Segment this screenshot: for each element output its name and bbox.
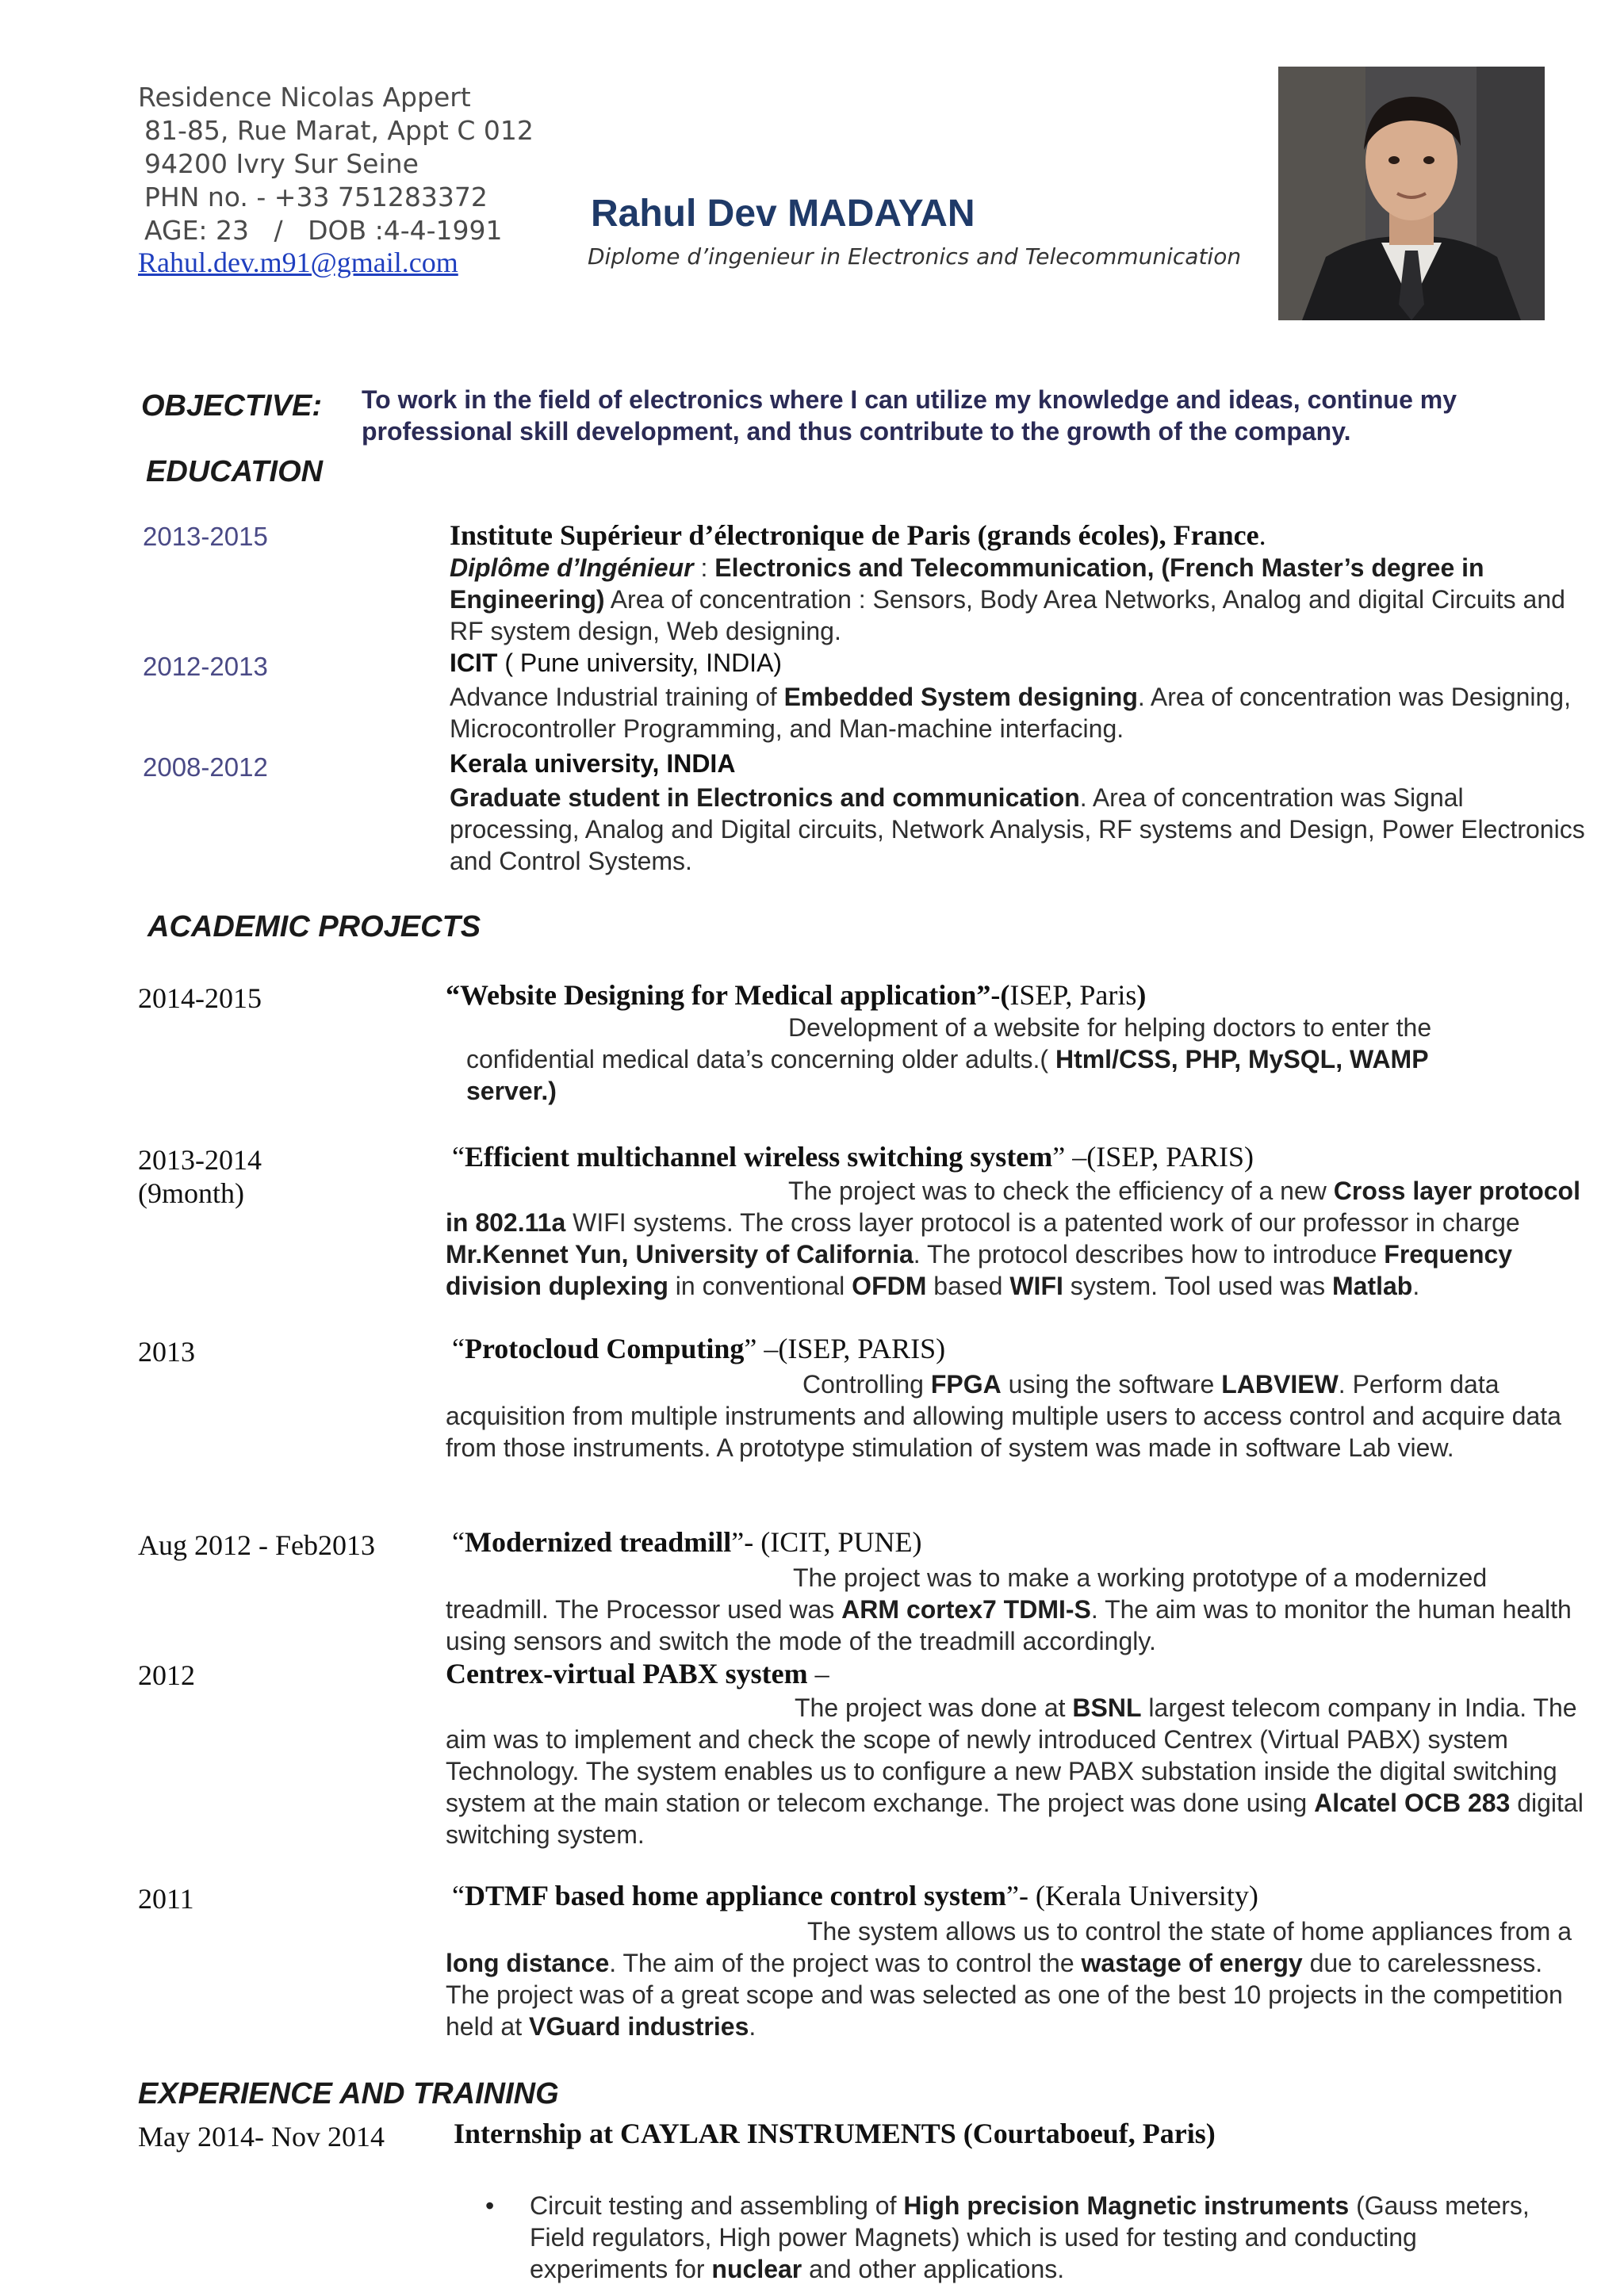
institution-location: ( Pune university, INDIA): [497, 649, 783, 677]
degree-title: Diplôme d’Ingénieur: [450, 553, 694, 582]
desc-text: WIFI systems. The cross layer protocol is a patented work of our professor in charge: [565, 1208, 1520, 1237]
profile-photo: [1278, 67, 1545, 320]
projects-heading: ACADEMIC PROJECTS: [147, 910, 481, 943]
project-desc: [446, 1915, 1588, 2042]
project-tech: server.): [466, 1077, 557, 1105]
address-line: 81-85, Rue Marat, Appt C 012: [144, 115, 534, 146]
address-line: 94200 Ivry Sur Seine: [144, 148, 419, 179]
project-years: 2014-2015: [138, 982, 262, 1014]
project-title: Efficient multichannel wireless switching system: [464, 1141, 1053, 1173]
project-title: Protocloud Computing: [464, 1333, 745, 1364]
desc-text: . The aim of the project was to control the: [609, 1949, 1082, 1977]
institution-name: Kerala university, INDIA: [450, 749, 736, 778]
education-years: 2012-2013: [143, 652, 268, 681]
objective-section: [141, 384, 1553, 447]
project-years: 2011: [138, 1883, 194, 1915]
project-item: [446, 1657, 1572, 1690]
desc-text: system. Tool used was: [1063, 1272, 1332, 1300]
objective-text: To work in the field of electronics where I can utilize my knowledge and ideas, continue my professional skill development, and thus contribute to the growth of the company.: [362, 385, 1457, 446]
project-org: ISEP, Paris: [1009, 979, 1137, 1011]
desc-text: .: [1412, 1272, 1420, 1300]
education-years: 2013-2015: [143, 522, 268, 551]
desc-bold: LABVIEW: [1221, 1370, 1339, 1399]
desc-bold: VGuard industries: [528, 2012, 749, 2041]
desc-text: . The protocol describes how to introduce: [913, 1240, 1385, 1269]
degree-separator: :: [693, 553, 715, 582]
desc-bold: FPGA: [930, 1370, 1002, 1399]
project-org: ” –(ISEP, PARIS): [744, 1333, 946, 1364]
desc-text: largest telecom company in India. The aim was to implement and check the scope of newly introduced Centrex (Virtual PABX) system Technology. The system enables us to configure a new PABX substation inside the digital switching system at the main station or telecom exchange. The project was done using: [446, 1693, 1577, 1817]
project-title: Modernized treadmill: [464, 1526, 732, 1558]
bullet-icon: •: [485, 2191, 495, 2220]
desc-text: and other applications.: [802, 2255, 1065, 2283]
project-org: ”- (Kerala University): [1005, 1880, 1258, 1911]
desc-bold: Mr.Kennet Yun, University of California: [446, 1240, 914, 1269]
desc-text: using the software: [1001, 1370, 1222, 1399]
desc-bold: Cross layer protocol in 802.11a: [446, 1177, 1580, 1237]
quote-mark: “: [452, 1880, 465, 1911]
project-item: [452, 1332, 1578, 1365]
experience-heading: EXPERIENCE AND TRAINING: [138, 2077, 559, 2110]
project-desc: [446, 1175, 1588, 1302]
desc-bold: nuclear: [711, 2255, 802, 2283]
quote-mark: “: [452, 1141, 465, 1173]
desc-bold: ARM cortex7 TDMI-S: [841, 1595, 1091, 1624]
education-years: 2008-2012: [143, 752, 268, 782]
desc-bold: OFDM: [852, 1272, 927, 1300]
degree-subtitle: Diplome d’ingenieur in Electronics and Telecommunication: [588, 243, 1242, 270]
institution-name: Institute Supérieur d’électronique de Paris (grands écoles), France: [450, 519, 1259, 551]
address-block: [138, 81, 582, 247]
desc-text: . Area of concentration was Designing, Microcontroller Programming, and Man-machine interfacing.: [450, 683, 1571, 743]
quote-mark: “: [452, 1526, 465, 1558]
desc-bold: long distance: [446, 1949, 610, 1977]
project-item: [452, 1879, 1578, 1912]
project-desc: [446, 1692, 1588, 1850]
project-title-end: ): [1136, 979, 1147, 1011]
degree-field: Electronics and Telecommunication, (French Master’s degree in Engineering): [450, 553, 1484, 614]
desc-text: in conventional: [668, 1272, 852, 1300]
project-title-end: –: [807, 1658, 829, 1689]
degree-details: Area of concentration : Sensors, Body Area Networks, Analog and digital Circuits and RF system design, Web designing.: [450, 585, 1565, 645]
desc-text: Controlling: [802, 1370, 931, 1399]
project-duration: (9month): [138, 1177, 244, 1209]
project-desc: confidential medical data’s concerning older adults.(: [466, 1045, 1055, 1073]
desc-text: based: [926, 1272, 1010, 1300]
candidate-name: Rahul Dev MADAYAN: [591, 193, 975, 235]
desc-text: The system allows us to control the state of home appliances from a: [807, 1917, 1572, 1946]
desc-text: The project was to check the efficiency of a new: [788, 1177, 1334, 1205]
desc-bold: Alcatel OCB 283: [1314, 1789, 1511, 1817]
person-photo-icon: [1278, 67, 1545, 320]
project-item: [446, 978, 1588, 1107]
desc-bold: Graduate student in Electronics and communication: [450, 783, 1080, 812]
education-item: [450, 519, 1591, 647]
experience-role: Internship at CAYLAR INSTRUMENTS (Courtaboeuf, Paris): [454, 2118, 1216, 2149]
desc-bold: wastage of energy: [1081, 1949, 1303, 1977]
desc-bold: WIFI: [1009, 1272, 1063, 1300]
desc-text: due to carelessness. The project was of a great scope and was selected as one of the best 10 projects in the competition held at: [446, 1949, 1563, 2041]
desc-text: .: [749, 2012, 756, 2041]
project-years: 2013: [138, 1336, 195, 1368]
desc-text: digital switching system.: [446, 1789, 1584, 1849]
desc-text: . Perform data acquisition from multiple instruments and allowing multiple users to access control and acquire data from those instruments. A prototype stimulation of system was made in software Lab view.: [446, 1370, 1561, 1462]
desc-text: The project was done at: [795, 1693, 1073, 1722]
project-title: “Website Designing for Medical application”-(: [446, 979, 1010, 1011]
address-line: Residence Nicolas Appert: [138, 82, 471, 113]
experience-title: [454, 2117, 1580, 2150]
desc-text: Circuit testing and assembling of: [530, 2191, 904, 2220]
desc-text: . The aim was to monitor the human health using sensors and switch the mode of the treadmill accordingly.: [446, 1595, 1572, 1655]
project-years: Aug 2012 - Feb2013: [138, 1529, 375, 1561]
experience-bullet-text: [530, 2190, 1537, 2285]
desc-text: Advance Industrial training of: [450, 683, 784, 711]
experience-dates: May 2014- Nov 2014: [138, 2121, 385, 2152]
project-years: 2013-2014: [138, 1144, 262, 1176]
project-org: ” –(ISEP, PARIS): [1052, 1141, 1254, 1173]
institution-end: .: [1258, 519, 1266, 551]
education-item: [450, 749, 1591, 877]
desc-text: The project was to make a working prototype of a modernized treadmill. The Processor used was: [446, 1563, 1488, 1624]
project-years: 2012: [138, 1659, 195, 1691]
education-heading: EDUCATION: [146, 455, 324, 488]
project-desc: Development of a website for helping doctors to enter the: [788, 1013, 1432, 1042]
desc-bold: Matlab: [1331, 1272, 1413, 1300]
project-tech: Html/CSS, PHP, MySQL, WAMP: [1055, 1045, 1429, 1073]
project-item: [452, 1525, 1578, 1559]
desc-bold: Embedded System designing: [783, 683, 1138, 711]
project-desc: [446, 1562, 1588, 1657]
education-item: [450, 649, 1591, 744]
desc-bold: BSNL: [1072, 1693, 1142, 1722]
project-title: DTMF based home appliance control system: [464, 1880, 1006, 1911]
project-org: ”- (ICIT, PUNE): [731, 1526, 922, 1558]
quote-mark: “: [452, 1333, 465, 1364]
age-dob-line: AGE: 23 / DOB :4-4-1991: [144, 215, 503, 246]
desc-bold: Frequency division duplexing: [446, 1240, 1513, 1300]
objective-heading: OBJECTIVE:: [141, 389, 323, 423]
project-desc: [446, 1368, 1588, 1464]
project-title: Centrex-virtual PABX system: [446, 1658, 808, 1689]
desc-text: (Gauss meters, Field regulators, High power Magnets) which is used for testing and conducting experiments for: [530, 2191, 1530, 2283]
institution-name: ICIT: [450, 649, 498, 677]
project-item: [452, 1140, 1578, 1173]
phone-line: PHN no. - +33 751283372: [144, 182, 488, 212]
desc-text: . Area of concentration was Signal processing, Analog and Digital circuits, Network Analysis, RF systems and Design, Power Electronics and Control Systems.: [450, 783, 1585, 875]
email-link[interactable]: Rahul.dev.m91@gmail.com: [138, 247, 458, 278]
desc-bold: High precision Magnetic instruments: [903, 2191, 1350, 2220]
